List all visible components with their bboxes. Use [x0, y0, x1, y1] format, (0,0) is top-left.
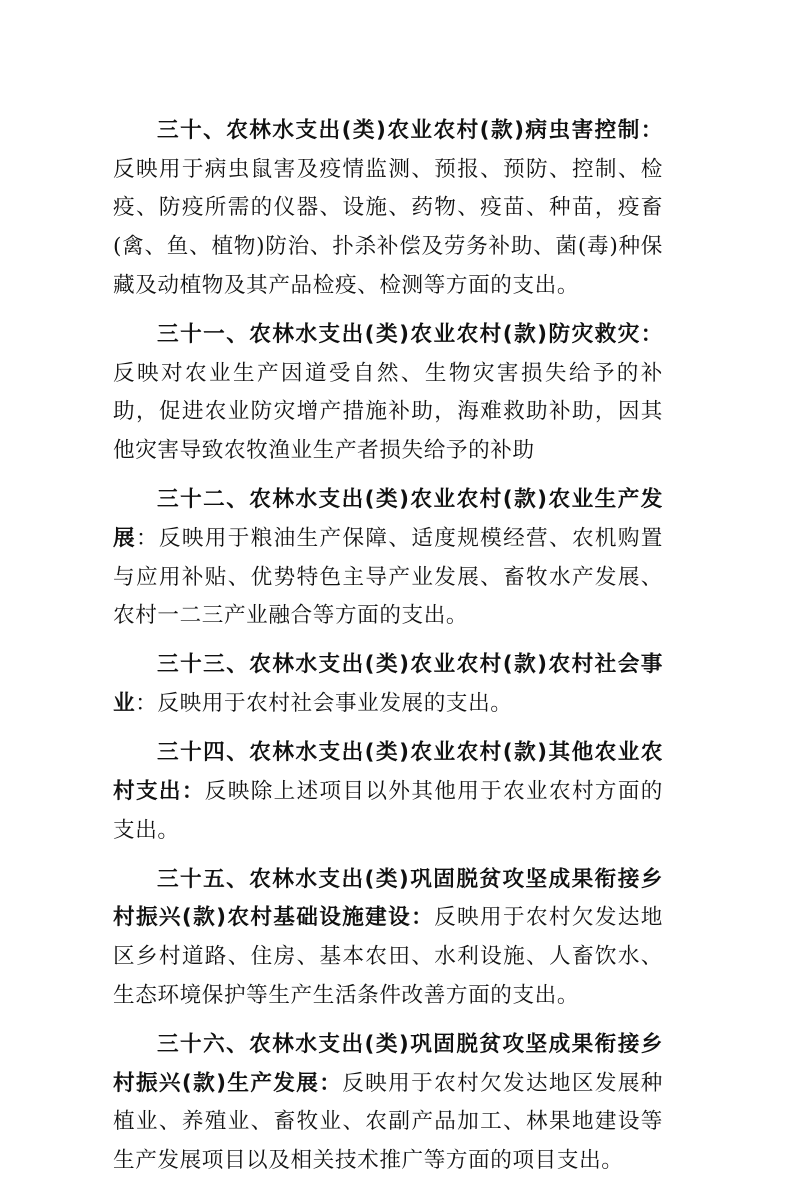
paragraph-body: 反映用于农村欠发达地区乡村道路、住房、基本农田、水利设施、人畜饮水、生态环境保护等生产生活条件改善方面的支出。 [113, 905, 663, 1008]
paragraph-heading: 三十二、农林水支出(类)农业农村(款)农业生产发展 [113, 487, 663, 551]
paragraph-36 [113, 1026, 663, 1181]
paragraph-heading: 三十四、农林水支出(类)农业农村(款)其他农业农村支出： [113, 740, 663, 804]
paragraph-body: 反映对农业生产因道受自然、生物灾害损失给予的补助，促进农业防灾增产措施补助，海难救助补助，因其他灾害导致农牧渔业生产者损失给予的补助 [113, 360, 663, 464]
paragraph-34 [113, 734, 663, 850]
paragraph-32 [113, 481, 663, 636]
paragraph-33 [113, 646, 663, 723]
paragraph-35 [113, 861, 663, 1016]
paragraph-heading: 三十六、农林水支出(类)巩固脱贫攻坚成果衔接乡村振兴(款)生产发展： [113, 1031, 663, 1096]
paragraph-30 [113, 112, 663, 306]
paragraph-heading: 三十、农林水支出(类)农业农村(款)病虫害控制： [157, 118, 663, 143]
paragraph-31 [113, 316, 663, 471]
paragraph-body: ：反映用于粮油生产保障、适度规模经营、农机购置与应用补贴、优势特色主导产业发展、畜牧水产发展、农村一二三产业融合等方面的支出。 [113, 525, 663, 629]
paragraph-heading: 三十一、农林水支出(类)农业农村(款)防灾救灾： [157, 321, 663, 347]
paragraph-body: ：反映用于农村社会事业发展的支出。 [135, 691, 513, 717]
paragraph-heading: 三十三、农林水支出(类)农业农村(款)农村社会事业 [113, 652, 663, 717]
paragraph-heading: 三十五、农林水支出(类)巩固脱贫攻坚成果衔接乡村振兴(款)农村基础设施建设： [113, 866, 663, 931]
paragraph-body: 反映用于病虫鼠害及疫情监测、预报、预防、控制、检疫、防疫所需的仪器、设施、药物、疫苗、种苗，疫畜(禽、鱼、植物)防治、扑杀补偿及劳务补助、菌(毒)种保藏及动植物及其产品检疫、检测等方面的支出。 [113, 156, 663, 298]
paragraph-body: 反映除上述项目以外其他用于农业农村方面的支出。 [113, 778, 663, 843]
paragraph-body: 反映用于农村欠发达地区发展种植业、养殖业、畜牧业、农副产品加工、林果地建设等生产发展项目以及相关技术推广等方面的项目支出。 [113, 1070, 664, 1173]
